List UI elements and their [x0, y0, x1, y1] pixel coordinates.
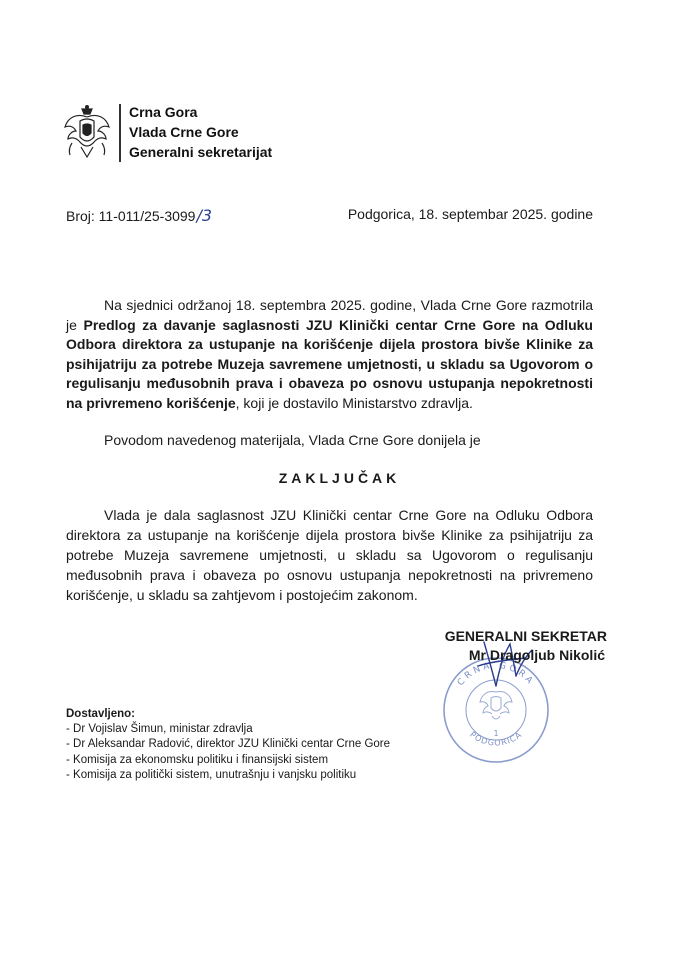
- conclusion-text: Vlada je dala saglasnost JZU Klinički centar Crne Gore na Odluku Odbora direktora za ustupanje na korišćenje dijela prostora bivše Klinike za psihijatriju za potrebe Muzeja savremene umjetnosti, u skladu sa Ugovorom o regulisanju međusobnih prava i obaveza po osnovu ustupanja nepokretnosti na privremeno korišćenje, u skladu sa zahtjevom i postojećim zakonom.: [66, 507, 593, 603]
- intro-text-start: Na sjednici održanoj 18. septembra 2025. godine, Vlada Crne Gore razmotrila je: [66, 297, 593, 333]
- stamp-bottom-text: PODGORICA: [468, 729, 524, 748]
- stamp-top-text: CRNA GORA: [455, 660, 537, 689]
- signatory-title: GENERALNI SEKRETAR: [444, 628, 607, 644]
- intro-text-end: , koji je dostavilo Ministarstvo zdravlja.: [235, 394, 473, 411]
- signatory-name: Mr Dragoljub Nikolić: [468, 647, 605, 663]
- intro-text-bold: Predlog za davanje saglasnosti JZU Klinički centar Crne Gore na Odluku Odbora direktora za ustupanje na korišćenje dijela prostora bivše Klinike za psihijatriju za potrebe Muzeja savremene umjetnosti, u skladu sa Ugovorom o regulisanju međusobnih prava i obaveza po osnovu ustupanja nepokretnosti na privremeno korišćenje: [66, 316, 593, 411]
- stamp-number: 1: [493, 729, 499, 738]
- coat-of-arms-icon: [62, 103, 112, 161]
- header-divider: [119, 104, 121, 162]
- document-date: Podgorica, 18. septembar 2025. godine: [347, 206, 593, 222]
- reference-number-text: Broj: 11-011/25-3099: [66, 208, 196, 224]
- distribution-title: Dostavljeno:: [66, 708, 136, 720]
- issuer-block: [129, 102, 272, 162]
- issuer-government: Vlada Crne Gore: [129, 124, 239, 140]
- conclusion-heading: ZAKLJUČAK: [278, 470, 401, 486]
- distribution-list: [66, 707, 390, 783]
- adoption-sentence: Povodom navedenog materijala, Vlada Crne Gore donijela je: [104, 432, 481, 448]
- list-item: - Dr Aleksandar Radović, direktor JZU Klinički centar Crne Gore: [66, 738, 391, 751]
- list-item: - Komisija za politički sistem, unutrašnju i vanjsku politiku: [66, 768, 357, 781]
- conclusion-paragraph: [66, 505, 593, 605]
- distribution-items: [66, 722, 390, 783]
- reference-number: [66, 206, 212, 225]
- list-item: - Komisija za ekonomsku politiku i finansijski sistem: [66, 753, 329, 766]
- handwritten-signature: [470, 636, 540, 696]
- issuer-country: Crna Gora: [129, 104, 198, 120]
- intro-paragraph: [66, 296, 593, 414]
- issuer-secretariat: Generalni sekretarijat: [129, 144, 273, 160]
- list-item: - Dr Vojislav Šimun, ministar zdravlja: [66, 723, 253, 736]
- handwritten-suffix: /3: [196, 206, 213, 225]
